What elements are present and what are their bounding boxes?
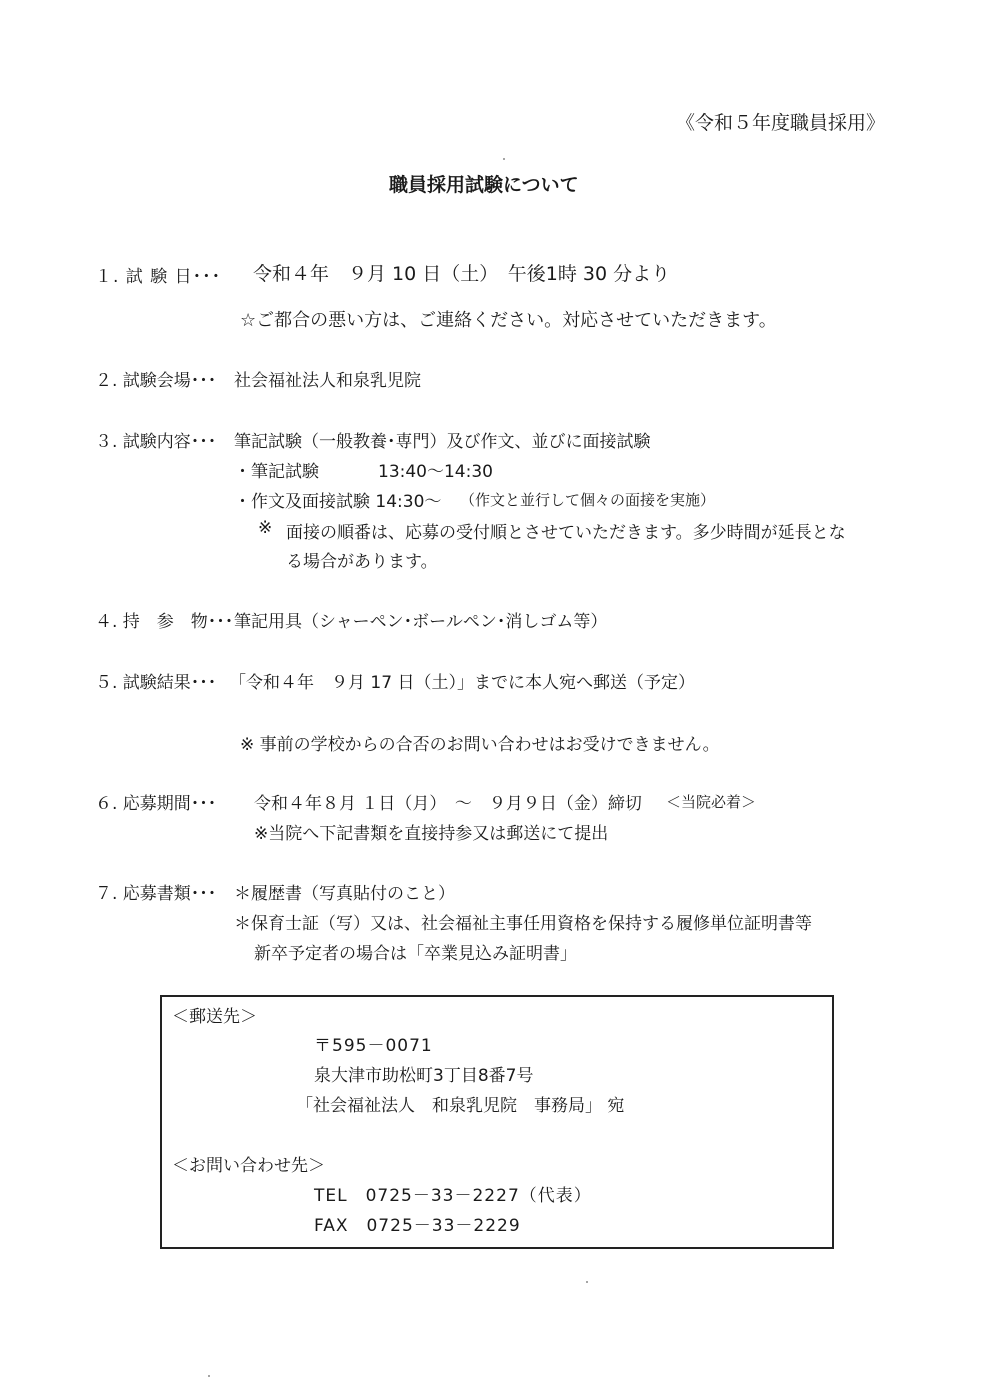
- period-note: ※当院へ下記書類を直接持参又は郵送にて提出: [254, 824, 609, 844]
- exam-date-note: ☆ご都合の悪い方は、ご連絡ください。対応させていただきます。: [240, 310, 777, 331]
- period-value: 令和４年８月 １日（月） ～ ９月９日（金）締切: [254, 794, 642, 814]
- written-exam-time: 13:40～14:30: [378, 462, 493, 482]
- scan-speck: [586, 1281, 588, 1283]
- period-suffix: ＜当院必着＞: [666, 793, 757, 811]
- interview-exam-name: ・作文及面接試験 14:30～: [234, 492, 442, 512]
- remark-mark: ※: [258, 518, 273, 538]
- documents-label: ７. 応募書類･･･: [95, 884, 217, 904]
- year-label: 《令和５年度職員採用》: [676, 112, 886, 134]
- exam-date-value: 令和４年 ９月 10 日（土） 午後1時 30 分より: [253, 263, 671, 285]
- mailing-recipient: 「社会福祉法人 和泉乳児院 事務局」 宛: [296, 1096, 625, 1116]
- belongings-label: ４. 持 参 物･･･: [95, 612, 234, 632]
- documents-line3: 新卒予定者の場合は「卒業見込み証明書」: [254, 944, 577, 964]
- scan-speck: [208, 1375, 210, 1377]
- scan-speck: [503, 158, 505, 160]
- mailing-box: [160, 995, 834, 1249]
- written-exam-name: ・筆記試験: [234, 462, 319, 482]
- mailing-address: 泉大津市助松町3丁目8番7号: [314, 1066, 534, 1086]
- page-title: 職員採用試験について: [389, 174, 579, 196]
- contact-fax: FAX 0725－33－2229: [314, 1216, 521, 1236]
- remark-line1: 面接の順番は、応募の受付順とさせていただきます。多少時間が延長とな: [286, 523, 846, 543]
- interview-exam-note: （作文と並行して個々の面接を実施）: [460, 491, 716, 509]
- mailing-postal-code: 〒595－0071: [314, 1036, 433, 1056]
- results-label: ５. 試験結果･･･: [95, 673, 217, 693]
- mailing-heading: ＜郵送先＞: [172, 1007, 257, 1027]
- documents-line2: ＊保育士証（写）又は、社会福祉主事任用資格を保持する履修単位証明書等: [234, 914, 812, 934]
- exam-date-label: １. 試 験 日･･･: [95, 267, 222, 287]
- venue-label: ２. 試験会場･･･: [95, 371, 217, 391]
- belongings-value: 筆記用具（シャーペン･ボールペン･消しゴム等）: [234, 612, 608, 632]
- period-label: ６. 応募期間･･･: [95, 794, 217, 814]
- results-note: ※ 事前の学校からの合否のお問い合わせはお受けできません。: [240, 735, 720, 755]
- contact-tel: TEL 0725－33－2227（代表）: [314, 1186, 592, 1206]
- documents-line1: ＊履歴書（写真貼付のこと）: [234, 884, 455, 904]
- venue-value: 社会福祉法人和泉乳児院: [234, 371, 421, 391]
- content-value: 筆記試験（一般教養･専門）及び作文、並びに面接試験: [234, 432, 651, 452]
- results-value: 「令和４年 ９月 17 日（土）」までに本人宛へ郵送（予定）: [229, 673, 695, 693]
- contact-heading: ＜お問い合わせ先＞: [172, 1156, 325, 1176]
- content-label: ３. 試験内容･･･: [95, 432, 217, 452]
- remark-line2: る場合があります。: [286, 552, 438, 572]
